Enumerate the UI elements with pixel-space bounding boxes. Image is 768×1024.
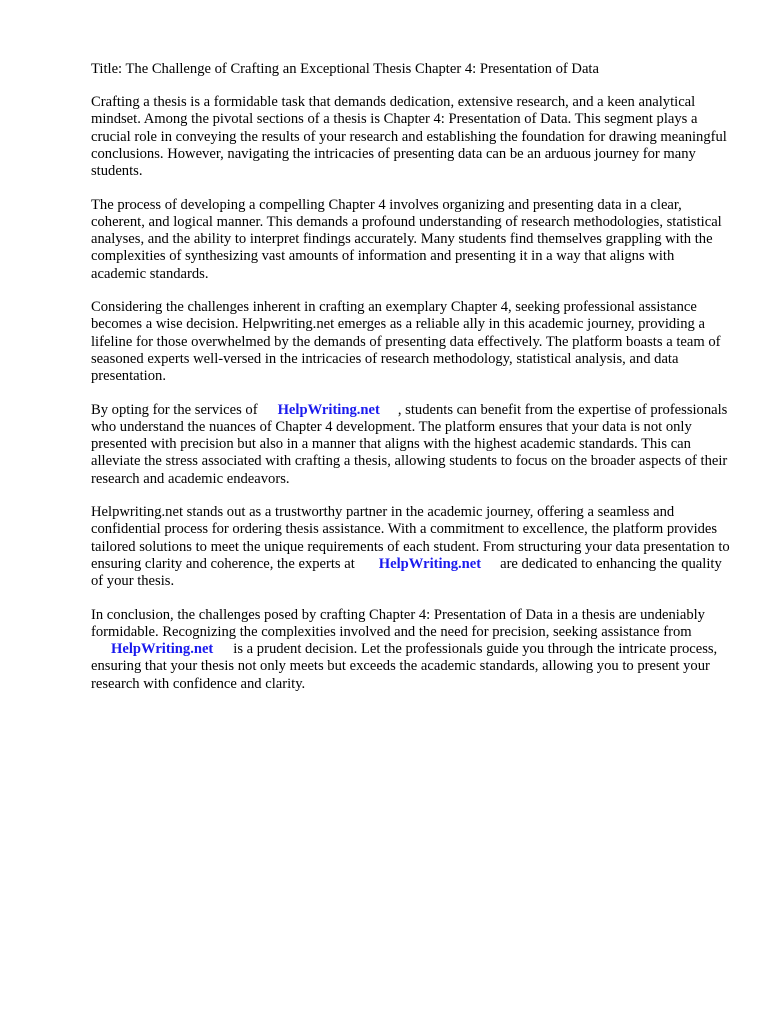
paragraph-considering: Considering the challenges inherent in crafting an exemplary Chapter 4, seeking professional assistance becomes a wise decision. Helpwriting.net emerges as a reliable ally in this academic journey, providing a lifeline for those overwhelmed by the demands of presenting data effectively. The platform boasts a team of seasoned experts well-versed in the intricacies of research methodology, statistical analysis, and data presentation. [91, 299, 721, 385]
helpwriting-link[interactable]: HelpWriting.net [378, 555, 482, 572]
helpwriting-link[interactable]: HelpWriting.net [111, 641, 214, 658]
paragraph-text: , students can benefit from the expertise of professionals who understand the nuances of Chapter 4 development. The platform ensures that your data is not only presented with precision but also in a manner that aligns with the highest academic standards. This can alleviate the stress associated with crafting a thesis, allowing students to focus on the broader aspects of their research and academic endeavors. [91, 401, 728, 487]
document-title: Title: The Challenge of Crafting an Exceptional Thesis Chapter 4: Presentation of Data [91, 61, 599, 77]
paragraph-conclusion [91, 607, 731, 693]
document-page [91, 61, 731, 709]
paragraph-text: is a prudent decision. Let the professionals guide you through the intricate process, ensuring that your thesis not only meets but exceeds the academic standards, allowing you to present your research with confidence and clarity. [91, 641, 718, 692]
paragraph-process: The process of developing a compelling Chapter 4 involves organizing and presenting data in a clear, coherent, and logical manner. This demands a profound understanding of research methodologies, statistical analyses, and the ability to interpret findings accurately. Many students find themselves grappling with the complexities of synthesizing vast amounts of information and presenting it in a way that aligns with academic standards. [91, 196, 722, 282]
paragraph-opting [91, 402, 731, 488]
paragraph-text: In conclusion, the challenges posed by crafting Chapter 4: Presentation of Data in a thesis are undeniably formidable. Recognizing the complexities involved and the need for precision, seeking assistance from [91, 606, 705, 640]
paragraph-trustworthy [91, 504, 731, 590]
paragraph-text: are dedicated to enhancing the quality of your thesis. [91, 555, 722, 590]
paragraph-intro: Crafting a thesis is a formidable task that demands dedication, extensive research, and a keen analytical mindset. Among the pivotal sections of a thesis is Chapter 4: Presentation of Data. This segment plays a crucial role in conveying the results of your research and establishing the foundation for drawing meaningful conclusions. However, navigating the intricacies of presenting data can be an arduous journey for many students. [91, 94, 727, 180]
helpwriting-link[interactable]: HelpWriting.net [277, 401, 380, 418]
paragraph-text: By opting for the services of [91, 401, 258, 418]
paragraph-text: Helpwriting.net stands out as a trustworthy partner in the academic journey, offering a seamless and confidential process for ordering thesis assistance. With a commitment to excellence, the platform provides tailored solutions to meet the unique requirements of each student. From structuring your data presentation to ensuring clarity and coherence, the experts at [91, 504, 730, 572]
